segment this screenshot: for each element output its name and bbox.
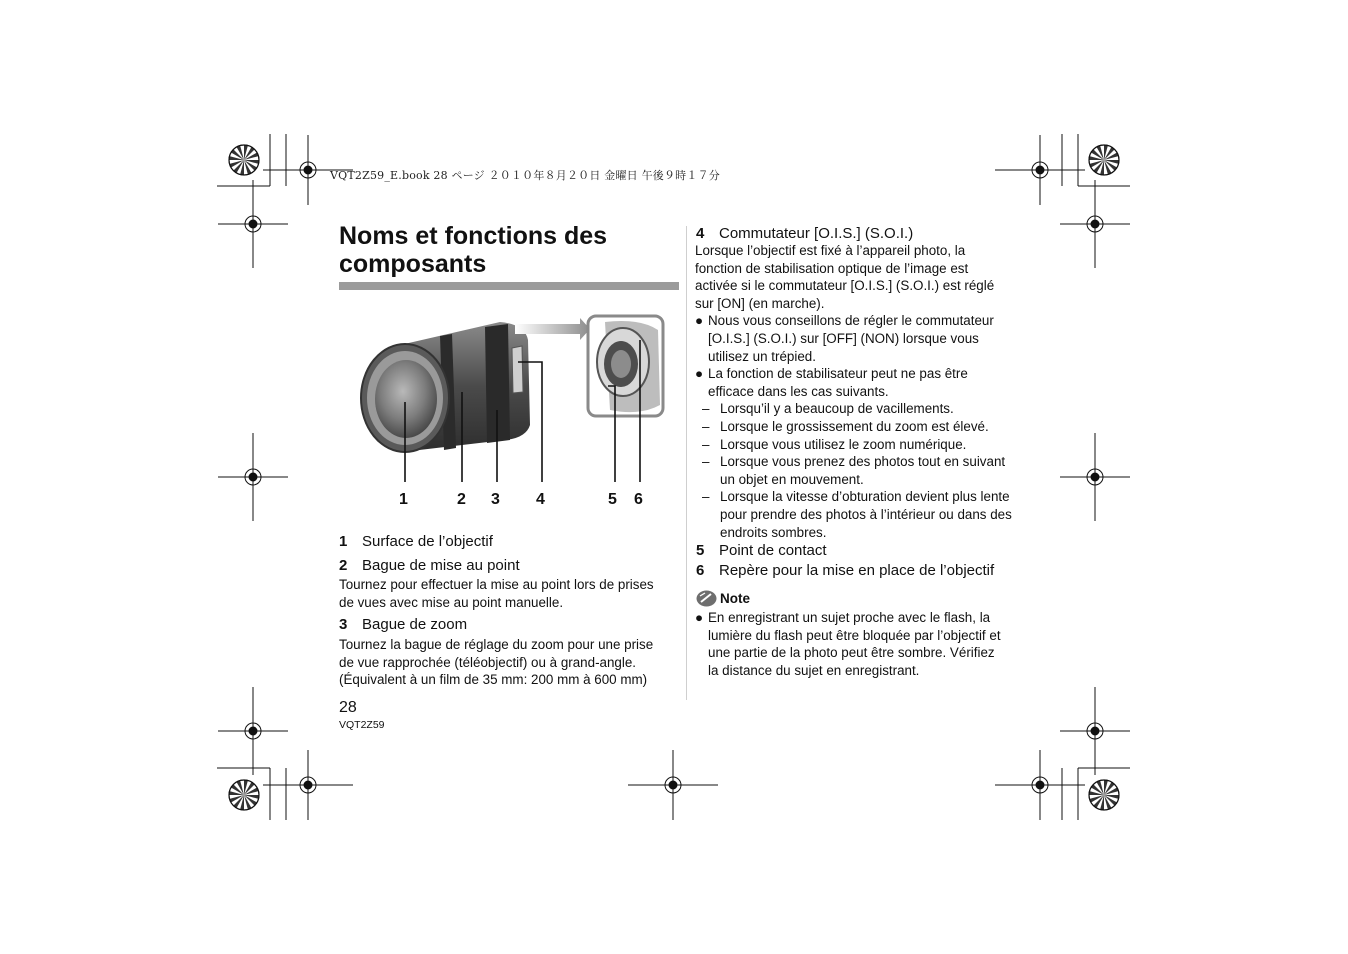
dash-item: – Lorsqu’il y a beaucoup de vacillements.	[702, 401, 954, 417]
note-body	[695, 609, 1040, 679]
title-rule	[339, 282, 679, 290]
note-heading: Note	[696, 590, 750, 607]
bullet-item: ● Nous vous conseillons de régler le commutateur [O.I.S.] (S.O.I.) sur [OFF] (NON) lorsque vous utilisez un trépied.	[695, 313, 994, 364]
dash-item: – Lorsque la vitesse d’obturation devient plus lente pour prendre des photos à l’intérieur ou dans des endroits sombres.	[702, 489, 1012, 540]
registration-crosshair	[1060, 180, 1130, 268]
dash-item: – Lorsque vous utilisez le zoom numérique.	[702, 436, 967, 452]
registration-crosshair	[1060, 433, 1130, 521]
bullet-item: ● En enregistrant un sujet proche avec le flash, la lumière du flash peut être bloquée par l’objectif et une partie de la photo peut être sombre. Vérifiez la distance du sujet en enregistrant.	[695, 610, 1001, 678]
registration-crosshair	[628, 750, 718, 820]
column-separator	[686, 226, 687, 700]
diagram-label-5: 5	[608, 491, 617, 508]
bullet-icon: ●	[695, 313, 704, 329]
lens-rear-view	[588, 316, 663, 416]
item-ois-switch: 4 Commutateur [O.I.S.] (S.O.I.)	[696, 225, 914, 242]
lens-diagram	[340, 300, 680, 515]
registration-crosshair	[263, 750, 353, 820]
diagram-label-1: 1	[399, 491, 408, 508]
document-code: VQT2Z59	[339, 719, 385, 731]
dash-item: – Lorsque vous prenez des photos tout en suivant un objet en mouvement.	[702, 454, 1006, 487]
item-zoom-ring: 3 Bague de zoom	[339, 616, 468, 633]
registration-crosshair	[218, 433, 288, 521]
page-number: 28	[339, 699, 357, 716]
registration-star	[229, 145, 259, 175]
ois-description: Lorsque l’objectif est fixé à l’appareil photo, la fonction de stabilisation optique de l’image est activée si le commutateur [O.I.S.] (S.O.I.) est réglé sur [ON] (en marche). ● Nous vous conseillons de régler le commutateur [O.I.S.] (S.O.I.) sur [OFF] (NON) lorsque vous utilisez un trépied. ● La fonction de stabilisateur peut ne pas être efficace dans les cas suivants. – Lorsqu’il y a beaucoup de vacillements. – Lorsque le grossissement du zoom est élevé. – Lorsque vous utilisez le zoom numérique. – Lorsque vous prenez des photos tout en suivant un objet en mouvement. – Lorsque la vitesse d’obturation devient plus lente pour prendre des photos à l’intérieur ou dans des endroits sombres.	[695, 242, 1040, 541]
zoom-ring-description: Tournez la bague de réglage du zoom pour une prise de vue rapprochée (téléobjectif) ou à grand-angle. (Équivalent à un film de 35 mm: 200 mm à 600 mm)	[339, 637, 654, 688]
item-focus-ring: 2 Bague de mise au point	[339, 557, 520, 574]
diagram-label-2: 2	[457, 491, 466, 508]
registration-crosshair	[1060, 687, 1130, 775]
note-icon	[696, 590, 717, 607]
focus-ring-description: Tournez pour effectuer la mise au point lors de prises de vues avec mise au point manuelle.	[339, 577, 654, 610]
registration-crosshair	[995, 135, 1085, 205]
diagram-label-4: 4	[536, 491, 545, 508]
registration-star	[1089, 145, 1119, 175]
item-contact-point: 5 Point de contact	[696, 542, 827, 559]
lens-front-view	[361, 322, 530, 452]
item-mount-mark: 6 Repère pour la mise en place de l’objectif	[696, 562, 995, 579]
registration-crosshair	[995, 750, 1085, 820]
registration-crosshair	[218, 180, 288, 268]
page-title: Noms et fonctions des composants	[339, 222, 608, 278]
dash-item: – Lorsque le grossissement du zoom est élevé.	[702, 418, 989, 434]
bullet-item: ● La fonction de stabilisateur peut ne pas être efficace dans les cas suivants.	[695, 366, 968, 399]
diagram-label-6: 6	[634, 491, 643, 508]
registration-crosshair	[218, 687, 288, 775]
bullet-icon: ●	[695, 366, 704, 382]
registration-star	[1089, 780, 1119, 810]
item-lens-surface: 1 Surface de l’objectif	[339, 533, 493, 550]
registration-star	[229, 780, 259, 810]
print-header-line: VQT2Z59_E.book 28 ページ ２０１０年８月２０日 金曜日 午後９時１７分	[330, 169, 720, 182]
bullet-icon: ●	[695, 610, 704, 625]
diagram-label-3: 3	[491, 491, 500, 508]
